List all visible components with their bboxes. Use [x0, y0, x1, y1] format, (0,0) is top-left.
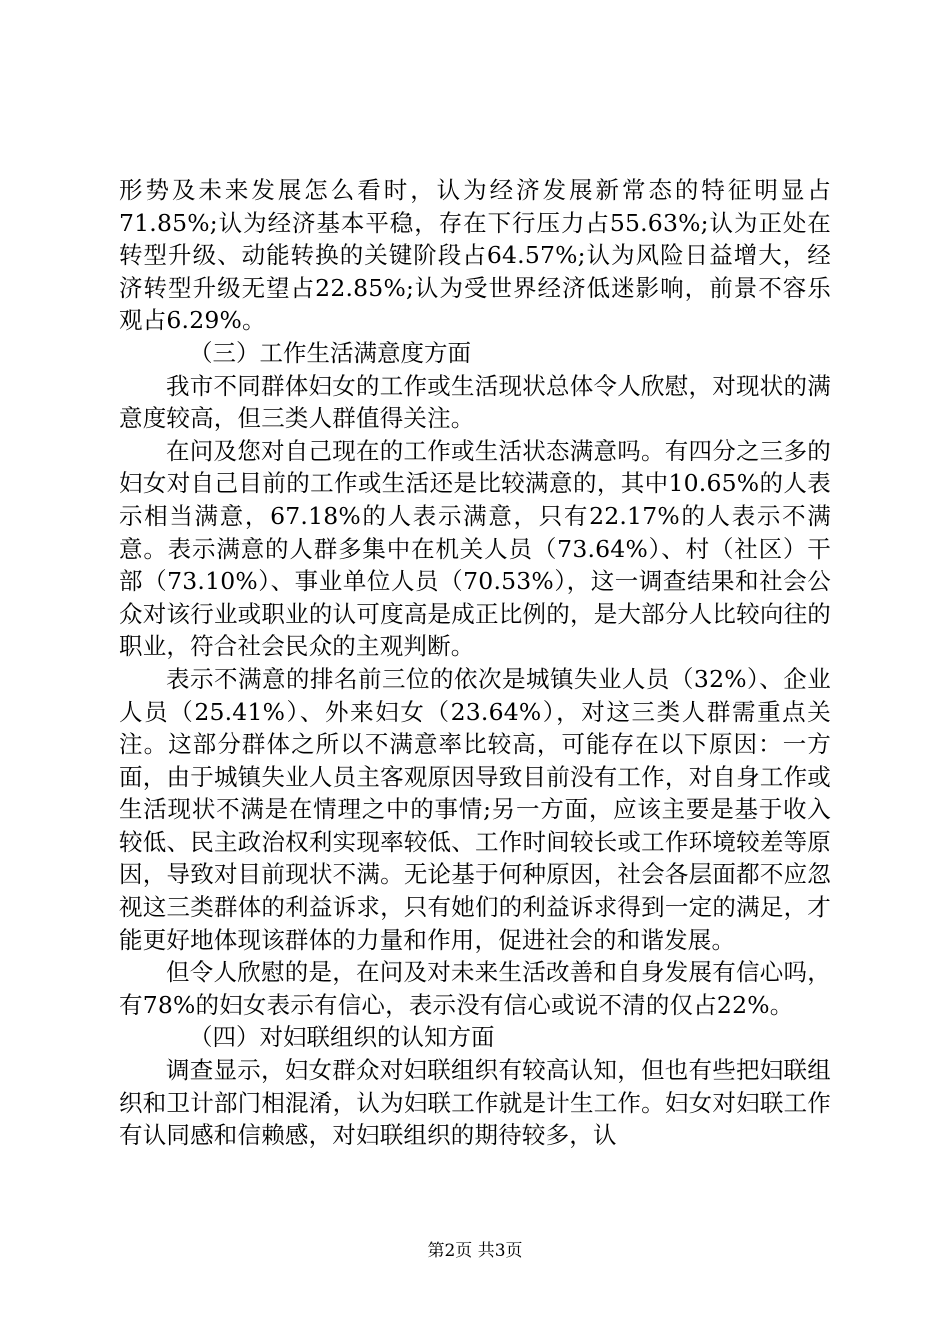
document-body — [119, 174, 831, 1152]
paragraph-dissatisfaction-groups: 表示不满意的排名前三位的依次是城镇失业人员（32%）、企业人员（25.41%）、外来妇女（23.64%），对这三类人群需重点关注。这部分群体之所以不满意率比较高，可能存在以下原因：一方面，由于城镇失业人员主客观原因导致目前没有工作，对自身工作或生活现状不满是在情理之中的事情;另一方面，应该主要是基于收入较低、民主政治权利实现率较低、工作时间较长或工作环境较差等原因，导致对目前现状不满。无论基于何种原因，社会各层面都不应忽视这三类群体的利益诉求，只有她们的利益诉求得到一定的满足，才能更好地体现该群体的力量和作用，促进社会的和谐发展。 — [119, 664, 831, 954]
page-footer: 第2页 共3页 — [427, 1241, 523, 1261]
section-heading-satisfaction: （三）工作生活满意度方面 — [189, 338, 471, 367]
section-heading-womens-federation: （四）对妇联组织的认知方面 — [189, 1023, 495, 1052]
paragraph-federation-awareness: 调查显示，妇女群众对妇联组织有较高认知，但也有些把妇联组织和卫计部门相混淆，认为妇联工作就是计生工作。妇女对妇联工作有认同感和信赖感，对妇联组织的期待较多，认 — [119, 1056, 831, 1150]
paragraph-satisfaction-summary: 我市不同群体妇女的工作或生活现状总体令人欣慰，对现状的满意度较高，但三类人群值得关注。 — [119, 371, 831, 433]
paragraph-satisfaction-details: 在问及您对自己现在的工作或生活状态满意吗。有四分之三多的妇女对自己目前的工作或生活还是比较满意的，其中10.65%的人表示相当满意，67.18%的人表示满意，只有22.17%的人表示不满意。表示满意的人群多集中在机关人员（73.64%）、村（社区）干部（73.10%）、事业单位人员（70.53%），这一调查结果和社会公众对该行业或职业的认可度高是成正比例的，是大部分人比较向往的职业，符合社会民众的主观判断。 — [119, 436, 831, 661]
paragraph-future-confidence: 但令人欣慰的是，在问及对未来生活改善和自身发展有信心吗，有78%的妇女表示有信心，表示没有信心或说不清的仅占22%。 — [119, 958, 831, 1019]
paragraph-economy-continuation: 形势及未来发展怎么看时，认为经济发展新常态的特征明显占71.85%;认为经济基本平稳，存在下行压力占55.63%;认为正处在转型升级、动能转换的关键阶段占64.57%;认为风险日益增大，经济转型升级无望占22.85%;认为受世界经济低迷影响，前景不容乐观占6.29%。 — [119, 176, 831, 335]
